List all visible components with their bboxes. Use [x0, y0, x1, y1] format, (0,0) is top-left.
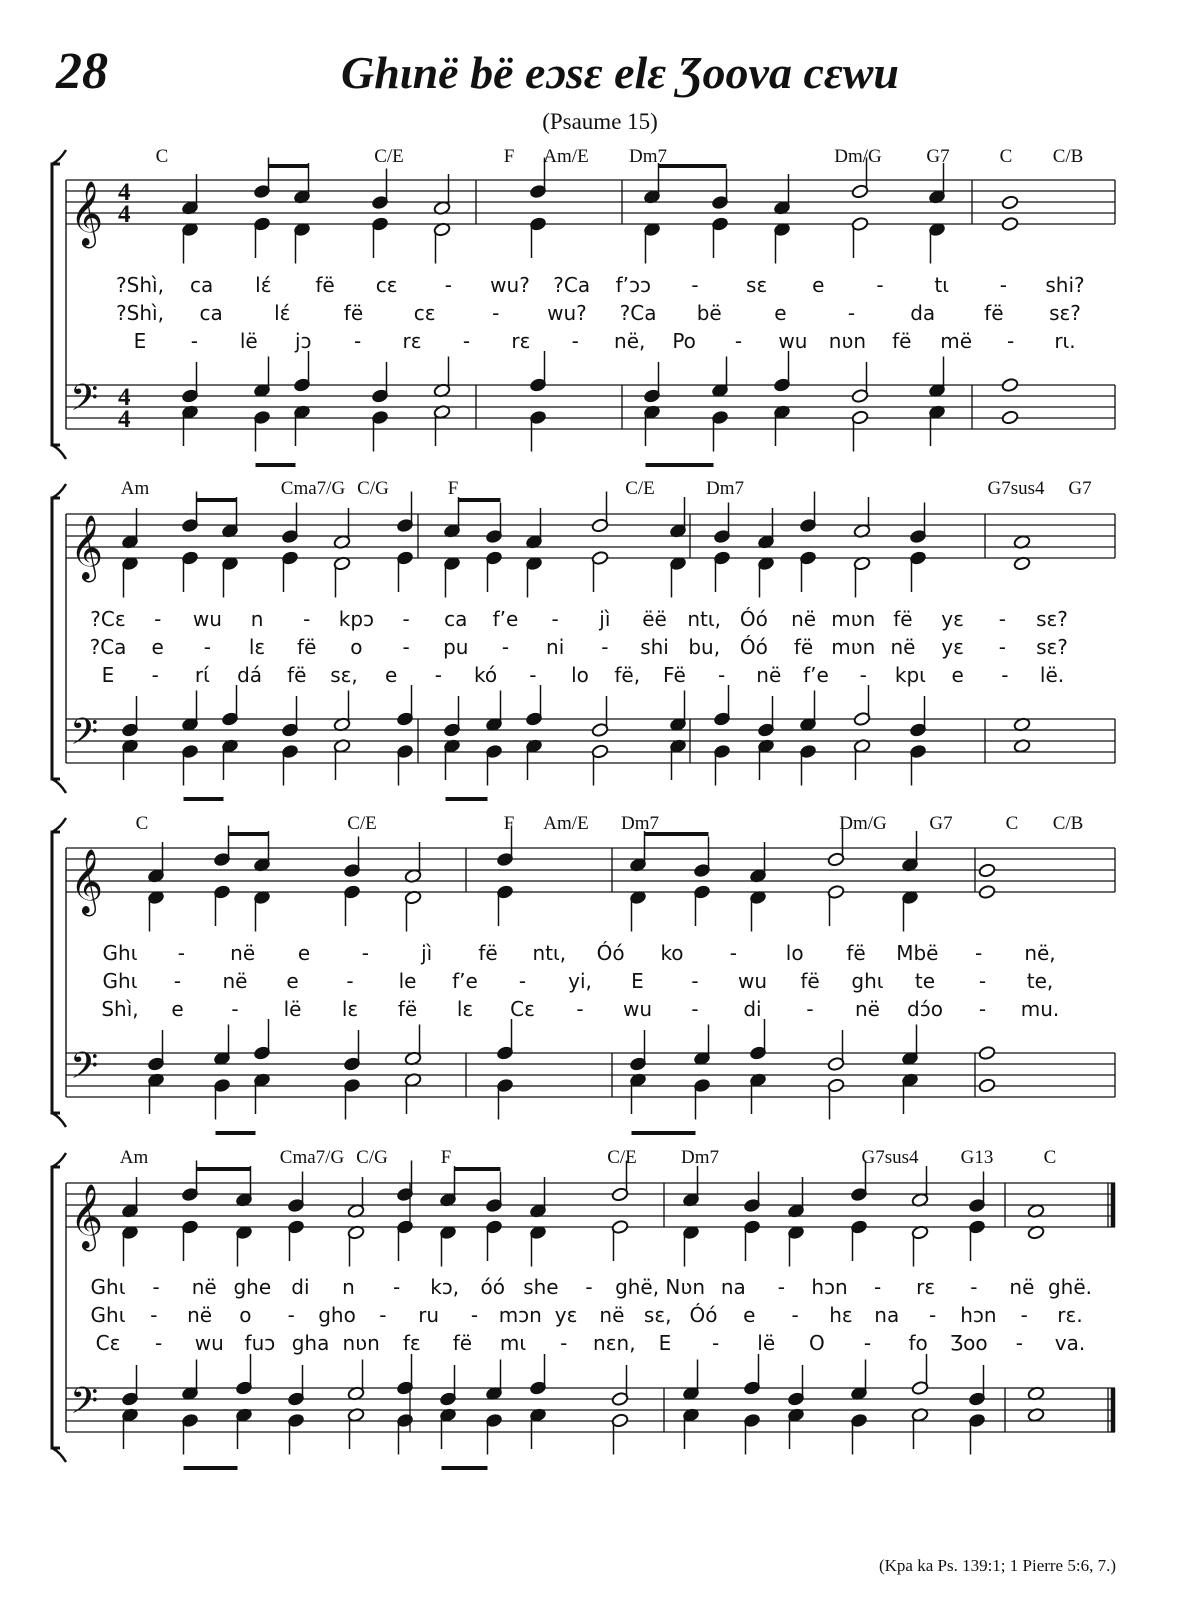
lyric-syllable: Shì,	[101, 997, 139, 1021]
notehead	[978, 884, 996, 899]
lyric-syllable: fë	[892, 329, 912, 353]
lyric-syllable: ghɩ	[851, 969, 884, 993]
lyric-syllable: -	[303, 607, 311, 631]
lyric-syllable: e	[812, 273, 825, 297]
lyric-syllable: wu	[737, 969, 768, 993]
lyric-syllable: fë	[452, 1331, 473, 1355]
lyric-syllable: rɛ.	[1057, 1303, 1083, 1327]
lyric-syllable: -	[576, 997, 584, 1021]
lyric-syllable: E	[133, 329, 147, 353]
chord-symbol: G7sus4	[861, 1147, 919, 1168]
lyric-syllable: da	[910, 301, 936, 325]
lyric-syllable: yɛ	[941, 607, 964, 631]
lyric-syllable: Nʋn	[665, 1275, 706, 1299]
lyric-syllable: sɛ?	[1036, 635, 1068, 659]
chord-symbol: C	[1005, 813, 1019, 834]
lyric-syllable: E	[101, 663, 115, 687]
chord-symbol: Dm7	[621, 813, 659, 834]
lyric-syllable: -	[601, 635, 609, 659]
lyric-syllable: lo	[785, 941, 804, 965]
lyric-syllable: dɔ́o	[907, 997, 943, 1021]
lyric-syllable: gha	[291, 1331, 330, 1355]
notehead	[978, 863, 996, 878]
lyric-syllable: ?Ca	[619, 301, 657, 325]
lyric-syllable: rɛ	[916, 1275, 936, 1299]
lyric-syllable: në	[756, 663, 782, 687]
lyric-syllable: yɛ	[554, 1303, 578, 1327]
lyric-syllable: -	[691, 273, 699, 297]
lyric-syllable: Cɛ	[510, 997, 535, 1021]
lyric-syllable: e	[286, 969, 299, 993]
lyric-syllable: ghë,	[615, 1275, 660, 1299]
lyric-syllable: Óó	[739, 607, 768, 631]
system-bracket	[52, 498, 60, 779]
lyric-syllable: -	[729, 941, 737, 965]
bass-staff	[66, 385, 1115, 429]
lyric-syllable: Fë	[663, 663, 686, 687]
lyric-syllable: Ghɩ	[102, 941, 138, 965]
lyric-syllable: rɩ́	[194, 663, 210, 687]
lyric-syllable: ni	[546, 635, 565, 659]
lyric-syllable: tɩ	[934, 273, 949, 297]
lyric-syllable: sɛ,	[643, 1303, 672, 1327]
lyric-syllable: fɛ	[402, 1331, 421, 1355]
lyric-syllable: -	[462, 329, 471, 353]
lyric-syllable: Óó	[689, 1303, 718, 1327]
bass-clef-icon: 𝄢	[70, 1380, 99, 1431]
chord-symbol: Am	[120, 478, 150, 499]
lyric-syllable: f’e	[452, 969, 478, 993]
lyric-syllable: nʋn	[828, 329, 867, 353]
lyric-syllable: na	[874, 1303, 900, 1327]
lyric-syllable: -	[734, 329, 743, 353]
lyric-syllable: e	[297, 941, 311, 965]
notehead	[978, 1078, 996, 1093]
lyric-syllable: -	[444, 273, 452, 297]
treble-staff	[66, 180, 1115, 224]
chord-symbol: G7	[929, 813, 953, 834]
notehead	[1001, 410, 1019, 425]
notehead	[1001, 195, 1019, 210]
lyric-syllable: -	[402, 607, 410, 631]
chord-symbol: C/B	[1052, 813, 1084, 834]
lyric-syllable: Óó	[739, 635, 768, 659]
lyric-syllable: ?Ca	[89, 635, 127, 659]
lyric-syllable: lɛ	[341, 997, 359, 1021]
chord-symbol: Am/E	[543, 813, 589, 834]
chord-symbol: Dm/G	[839, 813, 887, 834]
chord-symbol: Am/E	[543, 146, 589, 167]
chord-symbol: Dm7	[706, 478, 744, 499]
chord-symbol: F	[503, 813, 515, 834]
chord-symbol: C/E	[607, 1147, 637, 1168]
bass-time-lower: 4	[118, 406, 131, 433]
chord-symbol: Dm7	[681, 1147, 719, 1168]
chord-symbol: C/G	[356, 1147, 388, 1168]
lyric-syllable: mʋn	[831, 635, 876, 659]
lyric-syllable: lɛ́	[274, 301, 291, 325]
system-bracket-hook	[52, 818, 66, 1127]
lyric-syllable: ko	[660, 941, 684, 965]
lyric-syllable: në	[890, 635, 916, 659]
lyric-syllable: lɛ	[248, 635, 266, 659]
lyric-syllable: -	[402, 635, 410, 659]
lyric-syllable: -	[518, 969, 527, 993]
lyric-syllable: sɛ?	[1049, 301, 1081, 325]
chord-symbol: C/B	[1052, 146, 1084, 167]
lyric-syllable: hɔn	[960, 1303, 997, 1327]
lyric-syllable: -	[998, 635, 1006, 659]
lyric-syllable: -	[551, 607, 559, 631]
lyric-syllable: -	[585, 1275, 593, 1299]
lyric-syllable: mɔn	[498, 1303, 542, 1327]
lyric-syllable: -	[150, 1303, 158, 1327]
hymn-number: 28	[56, 43, 108, 100]
lyric-syllable: le	[398, 969, 417, 993]
lyric-syllable: she	[523, 1275, 559, 1299]
lyric-syllable: fë	[800, 969, 820, 993]
lyric-syllable: wu	[192, 607, 222, 631]
lyric-syllable: në	[187, 1303, 213, 1327]
lyric-syllable: -	[717, 663, 726, 687]
chord-symbol: F	[447, 478, 459, 499]
treble-time-upper: 4	[118, 179, 131, 206]
treble-clef-icon: 𝄞	[70, 849, 104, 914]
lyric-syllable: wu	[622, 997, 653, 1021]
lyric-syllable: -	[361, 941, 369, 965]
lyric-syllable: dá	[237, 663, 263, 687]
lyric-syllable: -	[1006, 329, 1015, 353]
lyric-syllable: te	[914, 969, 936, 993]
lyric-syllable: nɛn,	[593, 1331, 636, 1355]
lyric-syllable: -	[379, 1303, 387, 1327]
lyric-syllable: pu	[443, 635, 469, 659]
treble-staff	[66, 1183, 1115, 1227]
chord-symbol: C	[155, 146, 169, 167]
lyric-syllable: lë	[239, 329, 258, 353]
lyric-syllable: bë	[696, 301, 722, 325]
lyric-syllable: ëë	[642, 607, 667, 631]
lyric-syllable: ?Cɛ	[90, 607, 126, 631]
bass-clef-icon: 𝄢	[70, 1045, 99, 1096]
lyric-syllable: në	[791, 607, 817, 631]
chord-symbol: C	[999, 146, 1013, 167]
score-system-1	[52, 146, 1115, 465]
lyric-syllable: wu?	[490, 273, 530, 297]
lyric-syllable: fë	[397, 997, 418, 1021]
lyric-syllable: yɛ	[941, 635, 964, 659]
lyric-syllable: -	[152, 1275, 160, 1299]
lyric-syllable: -	[231, 997, 239, 1021]
lyric-syllable: -	[529, 663, 537, 687]
lyric-syllable: në	[230, 941, 256, 965]
lyric-syllable: óó	[480, 1275, 506, 1299]
lyric-syllable: -	[711, 1331, 720, 1355]
chord-symbol: C/E	[374, 146, 404, 167]
lyric-syllable: Cɛ	[95, 1331, 121, 1355]
lyric-syllable: sɛ?	[1036, 607, 1068, 631]
chord-symbol: C	[1043, 1147, 1057, 1168]
chord-symbol: Cma7/G	[280, 478, 346, 499]
lyric-syllable: rɛ	[511, 329, 531, 353]
hymn-title: Ghɩnë bë eɔsɛ elɛ Ʒoova cɛwu	[341, 47, 899, 98]
lyric-syllable: -	[287, 1303, 295, 1327]
lyric-syllable: në	[222, 969, 248, 993]
chord-symbol: C	[135, 813, 149, 834]
chord-symbol: Dm7	[629, 146, 667, 167]
lyric-syllable: kpɩ	[894, 663, 926, 687]
lyric-syllable: fë	[793, 635, 814, 659]
lyric-syllable: fë,	[614, 663, 641, 687]
lyric-syllable: O	[808, 1331, 825, 1355]
lyric-syllable: sɛ	[746, 273, 768, 297]
lyric-syllable: -	[859, 663, 867, 687]
chord-symbol: F	[503, 146, 515, 167]
lyric-syllable: ntɩ,	[687, 607, 722, 631]
lyric-syllable: -	[970, 1275, 978, 1299]
lyric-syllable: rɛ	[402, 329, 422, 353]
lyric-syllable: -	[691, 997, 699, 1021]
system-bracket	[52, 164, 60, 445]
lyric-syllable: ca	[199, 301, 223, 325]
lyric-syllable: di	[743, 997, 762, 1021]
lyric-syllable: wu	[194, 1331, 224, 1355]
lyric-syllable: E	[658, 1331, 672, 1355]
chord-symbol: C/E	[625, 478, 655, 499]
lyric-syllable: në	[599, 1303, 625, 1327]
lyric-syllable: cɛ	[413, 301, 436, 325]
lyric-syllable: wu?	[547, 301, 587, 325]
lyric-syllable: E	[631, 969, 644, 993]
lyric-syllable: Po	[672, 329, 696, 353]
lyric-syllable: në,	[614, 329, 646, 353]
lyric-syllable: shi?	[1045, 273, 1085, 297]
lyric-syllable: e	[171, 997, 184, 1021]
lyric-syllable: o	[350, 635, 363, 659]
lyric-syllable: lë	[757, 1331, 776, 1355]
lyric-syllable: në,	[1024, 941, 1056, 965]
lyric-syllable: -	[791, 1303, 799, 1327]
system-bracket-hook	[52, 484, 66, 793]
lyric-syllable: lë.	[1039, 663, 1065, 687]
lyric-syllable: -	[863, 1331, 872, 1355]
lyric-syllable: rɩ.	[1054, 329, 1076, 353]
lyric-syllable: -	[203, 635, 211, 659]
lyric-syllable: e	[151, 635, 164, 659]
lyric-syllable: wu	[778, 329, 808, 353]
hymn-subtitle: (Psaume 15)	[542, 109, 658, 134]
chord-symbol: C/E	[347, 813, 377, 834]
lyric-syllable: -	[155, 1331, 163, 1355]
lyric-syllable: sɛ,	[330, 663, 358, 687]
lyric-syllable: shi	[640, 635, 669, 659]
lyric-syllable: n	[342, 1275, 355, 1299]
lyric-syllable: ghë.	[1047, 1275, 1093, 1299]
lyric-syllable: va.	[1054, 1331, 1086, 1355]
chord-symbol: Cma7/G	[279, 1147, 345, 1168]
score-system-4	[52, 1147, 1115, 1468]
scripture-reference: (Kpa ka Ps. 139:1; 1 Pierre 5:6, 7.)	[878, 1556, 1116, 1575]
lyric-syllable: mu.	[1020, 997, 1060, 1021]
lyric-syllable: Óó	[596, 941, 625, 965]
lyric-syllable: -	[928, 1303, 937, 1327]
lyric-syllable: mʋn	[831, 607, 876, 631]
lyric-syllable: ca	[444, 607, 468, 631]
chord-symbol: G7sus4	[987, 478, 1045, 499]
lyric-syllable: -	[392, 1275, 401, 1299]
lyric-syllable: -	[777, 1275, 786, 1299]
chord-symbol: F	[440, 1147, 452, 1168]
lyric-syllable: Ghɩ	[90, 1275, 126, 1299]
lyric-syllable: fë	[287, 663, 307, 687]
system-bracket	[52, 832, 60, 1113]
lyric-syllable: -	[1020, 1303, 1028, 1327]
lyric-syllable: nʋn	[342, 1331, 380, 1355]
lyric-syllable: ca	[190, 273, 214, 297]
system-bracket-hook	[52, 1153, 66, 1462]
chord-symbol: Dm/G	[834, 146, 882, 167]
lyric-syllable: f’e	[492, 607, 519, 631]
treble-time-lower: 4	[118, 201, 131, 228]
lyric-syllable: fë	[893, 607, 913, 631]
lyric-syllable: cɛ	[375, 273, 398, 297]
chord-symbol: Am	[119, 1147, 149, 1168]
lyric-syllable: Ʒoo	[949, 1331, 988, 1355]
lyric-syllable: lɛ	[456, 997, 474, 1021]
lyric-syllable: -	[173, 969, 182, 993]
lyric-syllable: -	[151, 663, 159, 687]
treble-clef-icon: 𝄞	[70, 181, 104, 246]
lyric-syllable: ?Ca	[553, 273, 591, 297]
chord-symbol: G13	[960, 1147, 994, 1168]
bass-clef-icon: 𝄢	[70, 711, 99, 762]
lyric-syllable: kó	[474, 663, 498, 687]
lyric-syllable: lɛ́	[255, 273, 272, 297]
lyric-syllable: -	[873, 1275, 882, 1299]
chord-symbol: C/G	[357, 478, 389, 499]
lyric-syllable: mɩ	[499, 1331, 527, 1355]
lyric-syllable: f’e	[803, 663, 829, 687]
treble-clef-icon: 𝄞	[70, 515, 104, 580]
lyric-syllable: lë	[283, 997, 302, 1021]
notehead	[1001, 377, 1019, 392]
lyric-syllable: -	[571, 329, 579, 353]
lyric-syllable: -	[806, 997, 814, 1021]
lyric-syllable: e	[385, 663, 398, 687]
lyric-syllable: fë	[297, 635, 317, 659]
lyric-syllable: më	[940, 329, 973, 353]
lyric-syllable: yi,	[568, 969, 592, 993]
lyric-syllable: te,	[1026, 969, 1054, 993]
lyric-syllable: -	[876, 273, 884, 297]
lyric-syllable: ru	[418, 1303, 440, 1327]
notehead	[978, 1045, 996, 1060]
lyric-syllable: di	[291, 1275, 310, 1299]
bass-time-upper: 4	[118, 384, 131, 411]
score-system-2	[52, 478, 1115, 799]
lyric-syllable: fo	[908, 1331, 928, 1355]
treble-staff	[66, 514, 1115, 558]
lyric-syllable: Ghɩ	[102, 969, 138, 993]
lyric-syllable: e	[774, 301, 787, 325]
lyric-syllable: -	[434, 663, 443, 687]
system-bracket-hook	[52, 150, 66, 459]
lyric-syllable: -	[847, 301, 856, 325]
lyric-syllable: -	[978, 997, 987, 1021]
lyric-syllable: -	[560, 1331, 568, 1355]
lyric-syllable: ghe	[233, 1275, 272, 1299]
lyric-syllable: -	[501, 635, 510, 659]
score-system-3	[52, 813, 1115, 1133]
lyric-syllable: na	[720, 1275, 746, 1299]
lyric-syllable: f’ɔɔ	[615, 273, 652, 297]
lyric-syllable: -	[190, 329, 199, 353]
bass-staff	[66, 1388, 1115, 1432]
lyric-syllable: -	[975, 941, 983, 965]
lyric-syllable: fuɔ	[244, 1331, 276, 1355]
system-bracket	[52, 1167, 60, 1448]
lyric-syllable: jɔ	[294, 329, 312, 353]
lyric-syllable: gho	[318, 1303, 356, 1327]
lyric-syllable: -	[154, 607, 162, 631]
lyric-syllable: -	[978, 969, 987, 993]
lyric-syllable: fë	[343, 301, 364, 325]
lyric-syllable: -	[470, 1303, 479, 1327]
lyric-syllable: fë	[984, 301, 1004, 325]
lyric-syllable: -	[1015, 1331, 1023, 1355]
bass-clef-icon: 𝄢	[70, 377, 99, 428]
lyric-syllable: fë	[478, 941, 498, 965]
lyric-syllable: Ghɩ	[90, 1303, 126, 1327]
lyric-syllable: o	[239, 1303, 252, 1327]
lyric-syllable: hɔn	[811, 1275, 848, 1299]
lyric-syllable: -	[354, 329, 362, 353]
lyric-syllable: ?Shì,	[116, 301, 164, 325]
lyric-syllable: lo	[571, 663, 589, 687]
lyric-syllable: jì	[599, 607, 611, 631]
lyric-syllable: e	[743, 1303, 756, 1327]
lyric-syllable: jì	[421, 941, 433, 965]
lyric-syllable: n	[250, 607, 264, 631]
lyric-syllable: në	[191, 1275, 217, 1299]
lyric-syllable: -	[1001, 663, 1009, 687]
lyric-syllable: -	[346, 969, 354, 993]
lyric-syllable: ntɩ,	[532, 941, 567, 965]
lyric-syllable: fë	[315, 273, 335, 297]
lyric-syllable: fë	[846, 941, 866, 965]
lyric-syllable: -	[492, 301, 500, 325]
treble-clef-icon: 𝄞	[70, 1184, 104, 1249]
lyric-syllable: -	[999, 273, 1007, 297]
lyric-syllable: në	[1009, 1275, 1035, 1299]
lyric-syllable: -	[691, 969, 699, 993]
lyric-syllable: në	[855, 997, 880, 1021]
chord-symbol: G7	[926, 146, 950, 167]
lyric-syllable: bu,	[688, 635, 721, 659]
lyric-syllable: kɔ,	[430, 1275, 460, 1299]
lyric-syllable: ?Shì,	[116, 273, 164, 297]
lyric-syllable: -	[998, 607, 1006, 631]
lyric-syllable: e	[951, 663, 964, 687]
lyric-syllable: Mbë	[896, 941, 939, 965]
notehead	[1001, 216, 1019, 231]
lyric-syllable: -	[177, 941, 185, 965]
lyric-syllable: hɛ	[829, 1303, 853, 1327]
lyric-syllable: kpɔ	[338, 607, 375, 631]
chord-symbol: G7	[1068, 478, 1092, 499]
